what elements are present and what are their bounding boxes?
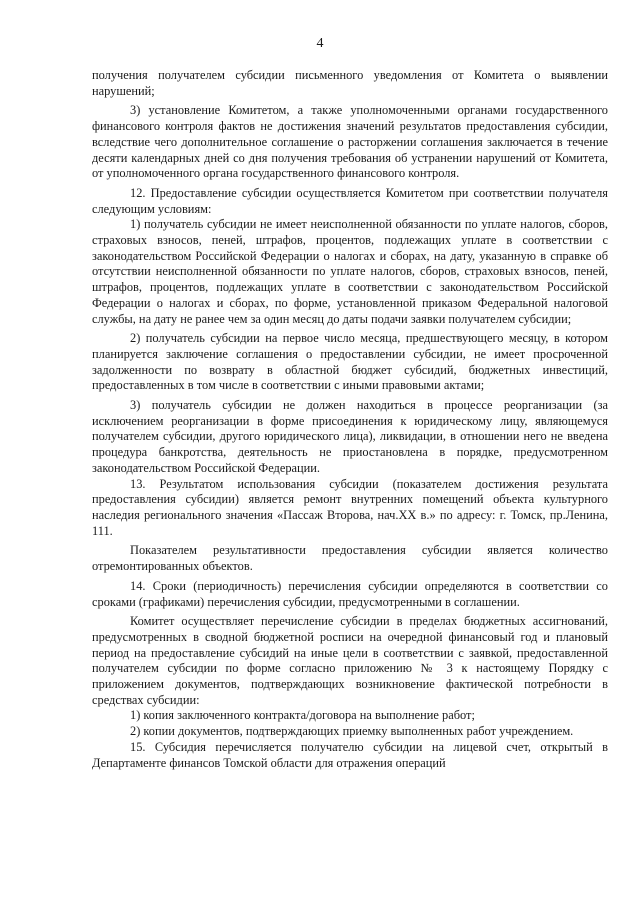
paragraph: 2) получатель субсидии на первое число месяца, предшествующего месяцу, в котором планируется заключение соглашения о предоставлении субсидии, не имеет просроченной задолженности по возврату в областной бюджет субсидий, бюджетных инвестиций, предоставленных в том числе в соответствии с иными правовыми актами; — [92, 331, 608, 393]
paragraph: 3) получатель субсидии не должен находиться в процессе реорганизации (за исключением реорганизации в форме присоединения к юридическому лицу, являющемуся получателем субсидии, другого юридического лица), ликвидации, в отношении него не введена процедура банкротства, деятельность не приостановлена в порядке, предусмотренном законодательством Российской Федерации. — [92, 398, 608, 475]
paragraph: 1) копия заключенного контракта/договора на выполнение работ; — [130, 708, 475, 723]
paragraph: 2) копии документов, подтверждающих приемку выполненных работ учреждением. — [130, 724, 574, 739]
paragraph: 14. Сроки (периодичность) перечисления субсидии определяются в соответствии со сроками (графиками) перечисления субсидии, предусмотренными в соглашении. — [92, 578, 608, 609]
paragraph: 13. Результатом использования субсидии (показателем достижения результата предоставления субсидии) является ремонт внутренних помещений объекта культурного наследия регионального значения «Пассаж Второва, нач.XX в.» по адресу: г. Томск, пр.Ленина, 111. — [92, 476, 608, 538]
paragraph: 12. Предоставление субсидии осуществляется Комитетом при соответствии получателя следующим условиям: — [92, 185, 608, 216]
paragraph: 1) получатель субсидии не имеет неисполненной обязанности по уплате налогов, сборов, страховых взносов, пеней, штрафов, процентов, подлежащих уплате в соответствии с законодательством Российской Федерации о налогах и сборах, на дату, указанную в справке об отсутствии неисполненной обязанности по уплате налогов, сборов, страховых взносов, пеней, штрафов, процентов, подлежащих уплате в соответствии с законодательством Российской Федерации о налогах и сборах, по форме, установленной приказом Федеральной налоговой службы, на дату не ранее чем за один месяц до даты подачи заявки получателем субсидии; — [92, 217, 608, 326]
paragraph: Показателем результативности предоставления субсидии является количество отремонтированных объектов. — [92, 543, 608, 574]
paragraph: Комитет осуществляет перечисление субсидии в пределах бюджетных ассигнований, предусмотренных в сводной бюджетной росписи на очередной финансовый год и плановый период на предоставление субсидий на иные цели в соответствии с заявкой, предоставленной получателем субсидии по форме согласно приложению № 3 к настоящему Порядку с приложением документов, подтверждающих возникновение фактической потребности в средствах субсидии: — [92, 614, 608, 707]
page-number: 4 — [316, 36, 324, 51]
paragraph: 3) установление Комитетом, а также уполномоченными органами государственного финансового контроля фактов не достижения значений результатов предоставления субсидии, вследствие чего дополнительное соглашение о расторжении соглашения заключается в течение десяти календарных дней со дня получения требования об устранении нарушений от Комитета, от уполномоченного органа государственного финансового контроля. — [92, 103, 608, 181]
document-body — [92, 68, 608, 771]
paragraph: 15. Субсидия перечисляется получателю субсидии на лицевой счет, открытый в Департаменте финансов Томской области для отражения операций — [92, 739, 608, 770]
paragraph: получения получателем субсидии письменного уведомления от Комитета о выявлении нарушений; — [92, 68, 608, 98]
